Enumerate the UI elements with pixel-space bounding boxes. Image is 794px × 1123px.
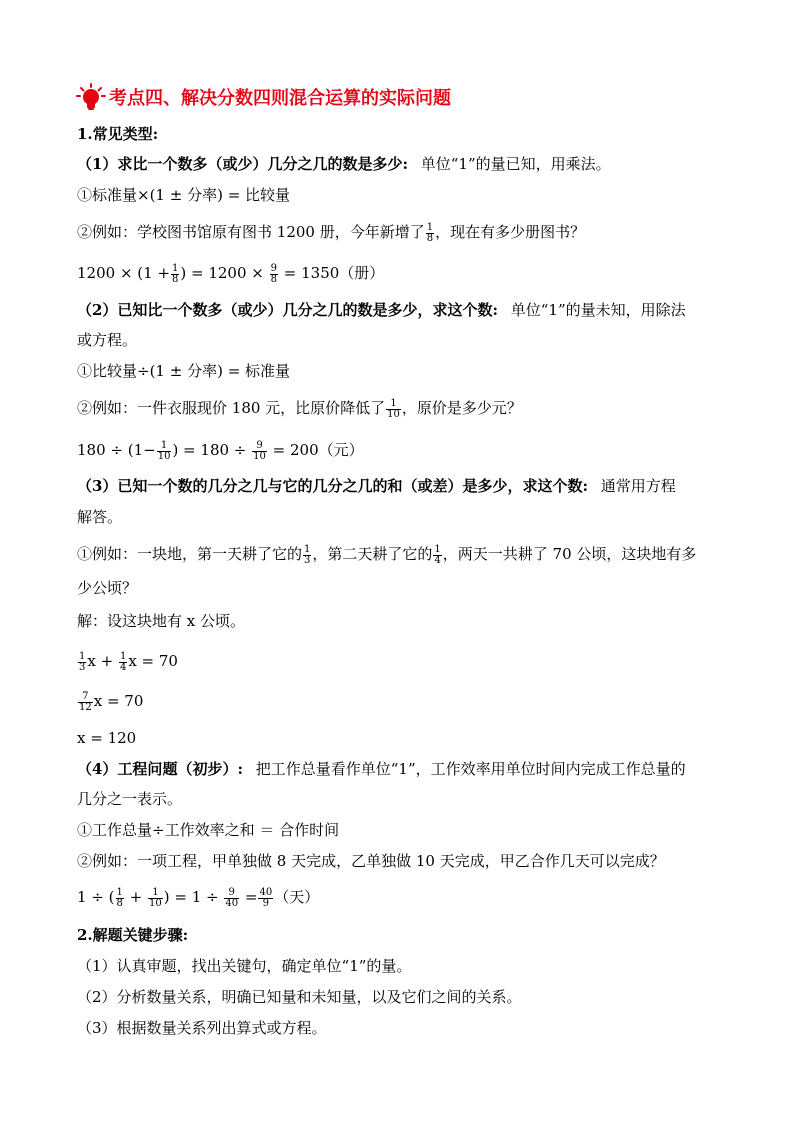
type3-heading-cont: 解答。 — [77, 508, 123, 526]
type4-formula: ①工作总量÷工作效率之和 ＝ 合作时间 — [77, 821, 340, 839]
lightbulb-icon — [76, 83, 106, 111]
type3-solve: 解：设这块地有 x 公顷。 — [77, 612, 245, 630]
fraction: $\frac{1}{8}$ — [116, 886, 123, 909]
type1-heading-rest: 单位“1”的量已知，用乘法。 — [420, 155, 611, 173]
fraction: $\frac{9}{8}$ — [270, 262, 278, 285]
type1-formula: ①标准量×(1 ± 分率) = 比较量 — [77, 186, 291, 204]
type2-heading-cont: 或方程。 — [77, 331, 138, 349]
fraction: $\frac{1}{3}$ — [79, 650, 86, 673]
section2-heading: 2.解题关键步骤: — [77, 926, 189, 944]
fraction: $\frac{9}{40}$ — [225, 886, 239, 909]
title-text: 考点四、解决分数四则混合运算的实际问题 — [109, 88, 451, 109]
type1-example — [77, 221, 754, 244]
type2-example: ②例如：一件衣服现价 180 元，比原价降低了 $\frac{1}{10}$ ，原价是多少元？ — [77, 397, 522, 420]
type4-calculation: 1 ÷ ( $\frac{1}{8}$ + $\frac{1}{10}$ ) = 1 ÷ $\frac{9}{40}$ = $\frac{40}{9}$ （天） — [77, 886, 320, 909]
step-item: （3）根据数量关系列出算式或方程。 — [77, 1019, 327, 1037]
type1-heading — [77, 153, 754, 175]
type2-calculation: 180 ÷ (1− $\frac{1}{10}$ ) = 180 ÷ $\frac{9}{10}$ = 200（元） — [77, 439, 364, 462]
fraction: $\frac{1}{3}$ — [304, 543, 311, 566]
type4-heading-rest: 把工作总量看作单位“1”，工作效率用单位时间内完成工作总量的 — [255, 760, 686, 778]
type4-heading — [77, 758, 754, 780]
fraction: $\frac{1}{10}$ — [157, 439, 171, 462]
type3-heading-rest: 通常用方程 — [600, 477, 676, 495]
type2-formula: ①比较量÷(1 ± 分率) = 标准量 — [77, 362, 291, 380]
type3-example-cont: 少公顷？ — [77, 579, 138, 597]
type1-calculation: 1200 × (1 + $\frac{1}{8}$ ) = 1200 × $\frac{9}{8}$ = 1350（册） — [77, 262, 385, 285]
type3-equation-3: x = 120 — [77, 729, 137, 747]
step-item: （1）认真审题，找出关键句，确定单位“1”的量。 — [77, 957, 412, 975]
fraction: $\frac{1}{8}$ — [426, 221, 434, 244]
step-item: （2）分析数量关系，明确已知量和未知量，以及它们之间的关系。 — [77, 988, 522, 1006]
type4-example: ②例如：一项工程，甲单独做 8 天完成，乙单独做 10 天完成，甲乙合作几天可以完成？ — [77, 852, 665, 870]
fraction: $\frac{1}{10}$ — [149, 886, 162, 909]
type3-equation-1: $\frac{1}{3}$ x + $\frac{1}{4}$ x = 70 — [79, 650, 178, 673]
type2-heading-bold: （2）已知比一个数多（或少）几分之几的数是多少，求这个数: — [77, 301, 498, 319]
fraction: $\frac{1}{10}$ — [387, 397, 400, 420]
fraction: $\frac{40}{9}$ — [259, 886, 273, 909]
type4-heading-cont: 几分之一表示。 — [77, 790, 183, 808]
fraction: $\frac{1}{4}$ — [119, 650, 127, 673]
fraction: $\frac{7}{12}$ — [79, 690, 92, 713]
type3-heading-bold: （3）已知一个数的几分之几与它的几分之几的和（或差）是多少，求这个数: — [77, 477, 588, 495]
type1-example-text-a: ②例如：学校图书馆原有图书 1200 册，今年新增了 — [77, 223, 425, 241]
type1-example-text-b: ，现在有多少册图书？ — [435, 223, 586, 241]
type2-heading — [77, 299, 754, 321]
section1-heading: 1.常见类型: — [77, 125, 159, 143]
type3-example: ①例如：一块地，第一天耕了它的 $\frac{1}{3}$ ，第二天耕了它的 $\frac{1}{4}$ ，两天一共耕了 70 公顷，这块地有多 — [77, 543, 697, 566]
type3-equation-2: $\frac{7}{12}$ x = 70 — [79, 690, 144, 713]
section-title — [76, 82, 451, 112]
fraction: $\frac{1}{8}$ — [172, 262, 179, 285]
type4-heading-bold: （4）工程问题（初步）: — [77, 760, 243, 778]
fraction: $\frac{9}{10}$ — [253, 439, 266, 462]
type2-heading-rest: 单位“1”的量未知，用除法 — [510, 301, 686, 319]
type1-heading-bold: （1）求比一个数多（或少）几分之几的数是多少: — [77, 155, 408, 173]
fraction: $\frac{1}{4}$ — [434, 543, 441, 566]
type3-heading — [77, 475, 754, 497]
